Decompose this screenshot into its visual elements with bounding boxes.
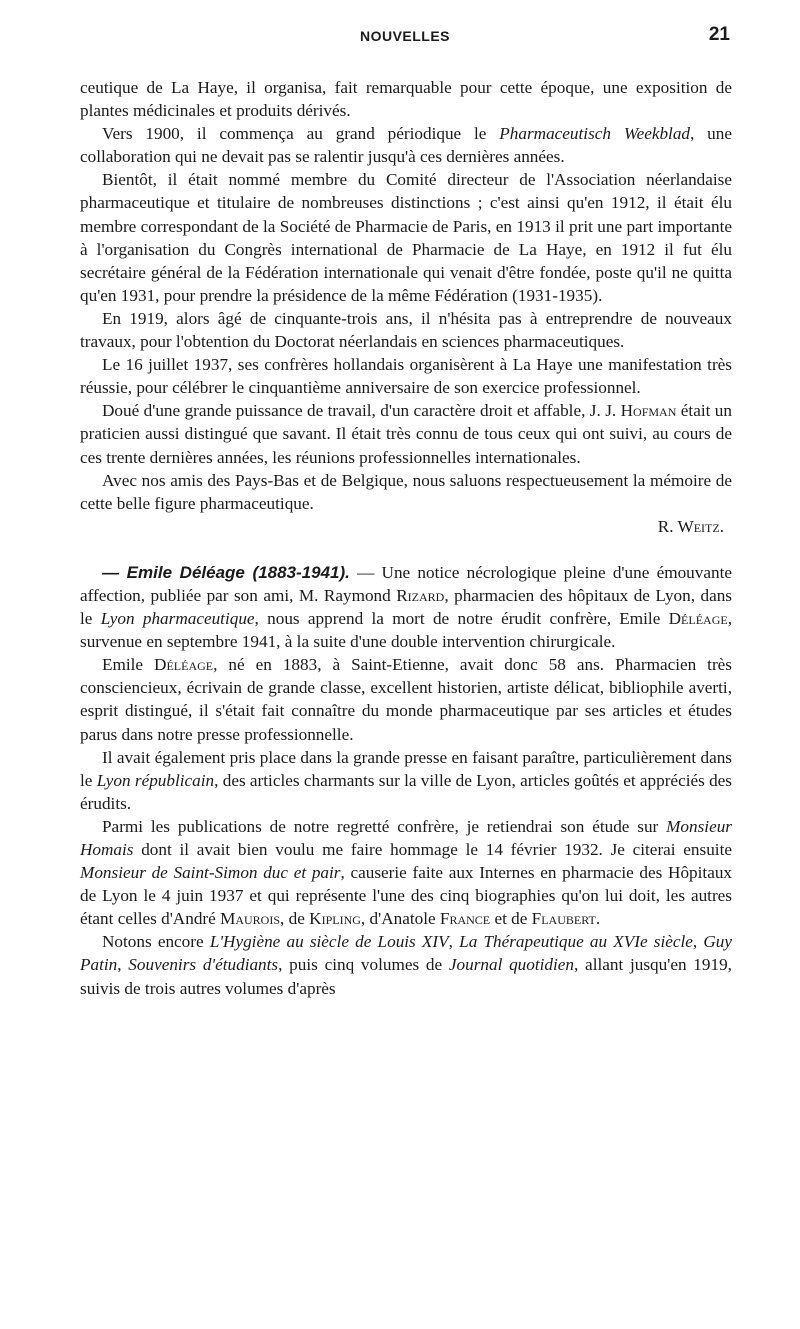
paragraph: Bientôt, il était nommé membre du Comité directeur de l'Association néerlandaise pharmaceutique et titulaire de nombreuses distinctions ; c'est ainsi qu'en 1912, il était élu membre correspondant de la Société de Pharmacie de Paris, en 1913 il prit une part importante à l'organisation du Congrès international de Pharmacie de La Haye, en 1912 il fut élu secrétaire général de la Fédération internationale qui venait d'être fondée, poste qu'il ne quitta qu'en 1931, pour prendre la présidence de la même Fédération (1931-1935). xyxy=(80,170,732,305)
person-name: Maurois xyxy=(220,909,281,929)
obituary-title: — Emile Déléage (1883-1941). xyxy=(102,562,350,582)
paragraph: Avec nos amis des Pays-Bas et de Belgique, nous saluons respectueusement la mémoire de cette belle figure pharmaceutique. xyxy=(80,470,732,513)
person-name: Rizard xyxy=(396,585,445,605)
author-signature: R. Weitz. xyxy=(657,516,724,536)
paragraph: En 1919, alors âgé de cinquante-trois ans, il n'hésita pas à entreprendre de nouveaux travaux, pour l'obtention du Doctorat néerlandais en sciences pharmaceutiques. xyxy=(80,308,732,352)
paragraph: Notons encore L'Hygiène au siècle de Louis XIV, La Thérapeutique au XVIe siècle, Guy Patin, Souvenirs d'étudiants, puis cinq volumes de Journal quotidien, allant jusqu'en 1919, suivis de trois autres volumes d'après xyxy=(80,932,733,998)
person-name: Kipling xyxy=(309,909,361,929)
page-number: 21 xyxy=(708,24,730,45)
running-title: NOUVELLES xyxy=(359,28,451,44)
person-name: Flaubert xyxy=(531,909,596,929)
paragraph: Vers 1900, il commença au grand périodique le Pharmaceutisch Weekblad, une collaboration qui ne devait pas se ralentir jusqu'à ces dernières années. xyxy=(80,124,732,167)
paragraph: Emile Déléage, né en 1883, à Saint-Etienne, avait donc 58 ans. Pharmacien très consciencieux, écrivain de grande classe, excellent historien, artiste délicat, bibliophile averti, esprit distingué, il s'était fait connaître du monde pharmaceutique par ses articles et études parus dans notre presse professionnelle. xyxy=(80,655,732,744)
paragraph: Parmi les publications de notre regretté confrère, je retiendrai son étude sur Monsieur Homais dont il avait bien voulu me faire hommage le 14 février 1932. Je citerai ensuite Monsieur de Saint-Simon duc et pair, causerie faite aux Internes en pharmacie des Hôpitaux de Lyon le 4 juin 1937 et qui représente l'une des cinq biographies qu'on lui doit, les autres étant celles d'André Maurois, de Kipling, d'Anatole France et de Flaubert. xyxy=(80,816,733,929)
work-title: Guy Patin xyxy=(80,932,733,975)
paragraph: Il avait également pris place dans la grande presse en faisant paraître, particulièrement dans le Lyon républicain, des articles charmants sur la ville de Lyon, articles goûtés et appréciés des érudits. xyxy=(80,747,732,813)
paragraph: Le 16 juillet 1937, ses confrères hollandais organisèrent à La Haye une manifestation très réussie, pour célébrer le cinquantième anniversaire de son exercice professionnel. xyxy=(80,355,732,398)
journal-title: Lyon républicain xyxy=(96,770,215,790)
work-title: La Thérapeutique au XVIe siècle xyxy=(459,932,693,952)
body-text xyxy=(80,76,732,1000)
journal-title: Lyon pharmaceutique xyxy=(100,609,255,629)
work-title: Souvenirs d'étudiants xyxy=(128,955,279,975)
person-name: France xyxy=(439,909,491,929)
work-title: Journal quotidien xyxy=(448,955,575,975)
work-title: Monsieur de Saint-Simon duc et pair xyxy=(80,863,341,883)
obituary-paragraph: — Emile Déléage (1883-1941). — Une notice nécrologique pleine d'une émouvante affection, publiée par son ami, M. Raymond Rizard, pharmacien des hôpitaux de Lyon, dans le Lyon pharmaceutique, nous apprend la mort de notre érudit confrère, Emile Déléage, survenue en septembre 1941, à la suite d'une double intervention chirurgicale. xyxy=(80,562,732,652)
person-name: Hofman xyxy=(620,401,677,421)
person-name: Déléage xyxy=(154,655,214,675)
work-title: L'Hygiène au siècle de Louis XIV xyxy=(209,932,449,952)
page-header xyxy=(80,24,730,48)
paragraph: ceutique de La Haye, il organisa, fait remarquable pour cette époque, une exposition de plantes médicinales et produits dérivés. xyxy=(80,78,732,121)
person-name: Déléage xyxy=(668,609,728,629)
journal-title: Pharmaceutisch Weekblad xyxy=(499,124,691,144)
work-title: Monsieur Homais xyxy=(80,816,732,859)
paragraph: Doué d'une grande puissance de travail, d'un caractère droit et affable, J. J. Hofman était un praticien aussi distingué que savant. Il était très connu de tous ceux qui ont suivi, au cours de ces trente dernières années, les réunions professionnelles internationales. xyxy=(80,401,732,467)
